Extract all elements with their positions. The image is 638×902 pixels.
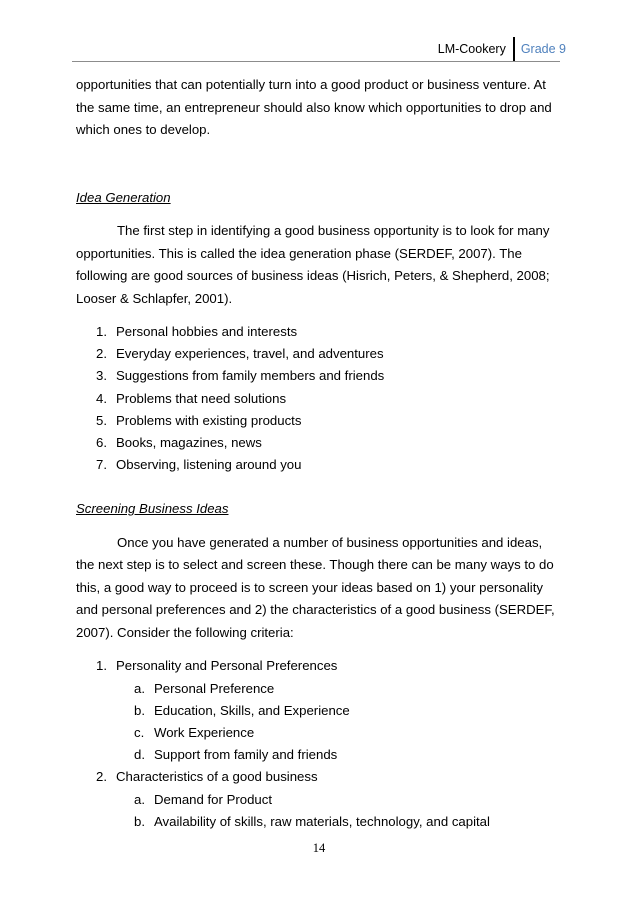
header-title: LM-Cookery <box>437 42 506 56</box>
page-header <box>438 38 566 60</box>
screening-paragraph: Once you have generated a number of business opportunities and ideas, the next step is to select and screen these. Though there can be many ways to do this, a good way to proceed is to screen your ideas based on 1) your personality and personal preferences and 2) the characteristics of a good business (SERDEF, 2007). Consider the following criteria: <box>76 534 555 640</box>
list-letter: b. <box>134 702 145 718</box>
sub-list-item-text: Personal Preference <box>154 680 275 696</box>
criteria-item <box>76 655 562 766</box>
list-letter: b. <box>134 813 145 829</box>
idea-generation-heading: Idea Generation <box>76 189 171 205</box>
list-item <box>76 321 562 343</box>
list-item-text: Problems with existing products <box>116 412 302 428</box>
list-item-text: Suggestions from family members and friends <box>116 368 385 384</box>
list-number: 2. <box>96 769 107 785</box>
list-item <box>76 388 562 410</box>
list-letter: c. <box>134 725 145 741</box>
list-item <box>76 454 562 476</box>
sub-list-item <box>116 722 562 744</box>
list-letter: d. <box>134 747 145 763</box>
sub-list-item-text: Availability of skills, raw materials, technology, and capital <box>154 813 490 829</box>
screening-heading: Screening Business Ideas <box>76 501 229 517</box>
list-number: 1. <box>96 658 107 674</box>
intro-paragraph: opportunities that can potentially turn into a good product or business venture. At the same time, an entrepreneur should also know which opportunities to drop and which ones to develop. <box>76 77 552 137</box>
list-item-text: Observing, listening around you <box>116 457 302 473</box>
page-number: 14 <box>312 841 326 855</box>
list-number: 1. <box>96 324 107 339</box>
sub-criteria-list <box>116 678 562 767</box>
list-number: 7. <box>96 457 107 473</box>
sub-list-item <box>116 700 562 722</box>
list-item <box>76 365 562 387</box>
list-letter: a. <box>134 791 145 807</box>
list-item-text: Everyday experiences, travel, and adventures <box>116 346 384 362</box>
list-number: 4. <box>96 390 107 406</box>
sub-criteria-list <box>116 789 562 833</box>
list-item-text: Books, magazines, news <box>116 435 262 451</box>
list-letter: a. <box>134 680 145 696</box>
list-item <box>76 432 562 454</box>
sub-list-item-text: Support from family and friends <box>154 747 338 763</box>
page-content <box>76 74 562 833</box>
list-number: 5. <box>96 412 107 428</box>
header-grade: Grade 9 <box>520 42 566 56</box>
list-item-text: Personal hobbies and interests <box>116 324 298 339</box>
list-number: 6. <box>96 435 107 451</box>
sub-list-item <box>116 744 562 766</box>
list-number: 3. <box>96 368 107 384</box>
screening-criteria-list <box>76 655 562 833</box>
sub-list-item <box>116 811 562 833</box>
business-idea-sources-list <box>76 321 562 476</box>
sub-list-item <box>116 678 562 700</box>
criteria-item <box>76 766 562 833</box>
idea-generation-paragraph: The first step in identifying a good business opportunity is to look for many opportunities. This is called the idea generation phase (SERDEF, 2007). The following are good sources of business ideas (Hisrich, Peters, & Shepherd, 2008; Looser & Schlapfer, 2001). <box>76 223 550 306</box>
sub-list-item <box>116 789 562 811</box>
list-item <box>76 343 562 365</box>
criteria-item-text: Personality and Personal Preferences <box>116 658 338 674</box>
sub-list-item-text: Education, Skills, and Experience <box>154 702 350 718</box>
list-item-text: Problems that need solutions <box>116 390 287 406</box>
sub-list-item-text: Demand for Product <box>154 791 273 807</box>
criteria-item-text: Characteristics of a good business <box>116 769 318 785</box>
sub-list-item-text: Work Experience <box>154 725 255 741</box>
header-rule <box>72 61 560 62</box>
list-number: 2. <box>96 346 107 362</box>
list-item <box>76 410 562 432</box>
